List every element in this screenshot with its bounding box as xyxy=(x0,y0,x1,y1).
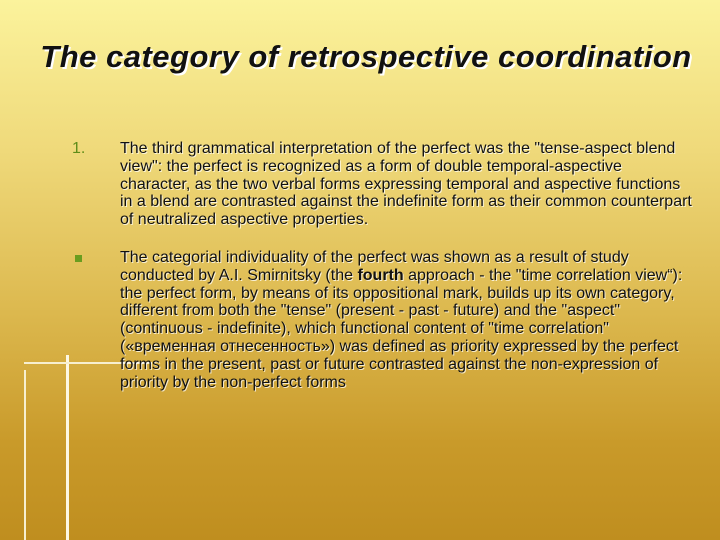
list-number: 1. xyxy=(72,140,86,157)
square-bullet-icon xyxy=(75,255,82,262)
text-part: approach - the "time correlation view“): the perfect form, by means of its oppositional mark, builds up its own category, different from both the "tense" (present - past - future) and the "aspect" (continuous - indefinite), which functional content of "time correlation" («временная отнесенность») was defined as priority expressed by the perfect forms in the present, past or future contrasted against the non-expression of priority by the non-perfect forms xyxy=(120,266,683,391)
list-item xyxy=(70,140,695,229)
decorative-vertical-line-left xyxy=(24,370,26,540)
text-part: The categorial individuality of the perfect was shown as a result of study conducted by A.I. Smirnitsky (the xyxy=(120,248,629,284)
bullet-list xyxy=(70,140,695,411)
bold-text: fourth xyxy=(357,266,404,284)
list-item xyxy=(70,249,695,391)
decorative-vertical-line-right xyxy=(66,355,69,540)
list-item-text xyxy=(120,249,695,391)
slide-title: The category of retrospective coordination xyxy=(40,39,692,74)
list-item-text: The third grammatical interpretation of the perfect was the "tense-aspect blend view": the perfect is recognized as a form of double temporal-aspective character, as the two verbal forms expressing temporal and aspective functions in a blend are contrasted against the indefinite form as their common counterpart of neutralized aspective properties. xyxy=(120,140,692,229)
